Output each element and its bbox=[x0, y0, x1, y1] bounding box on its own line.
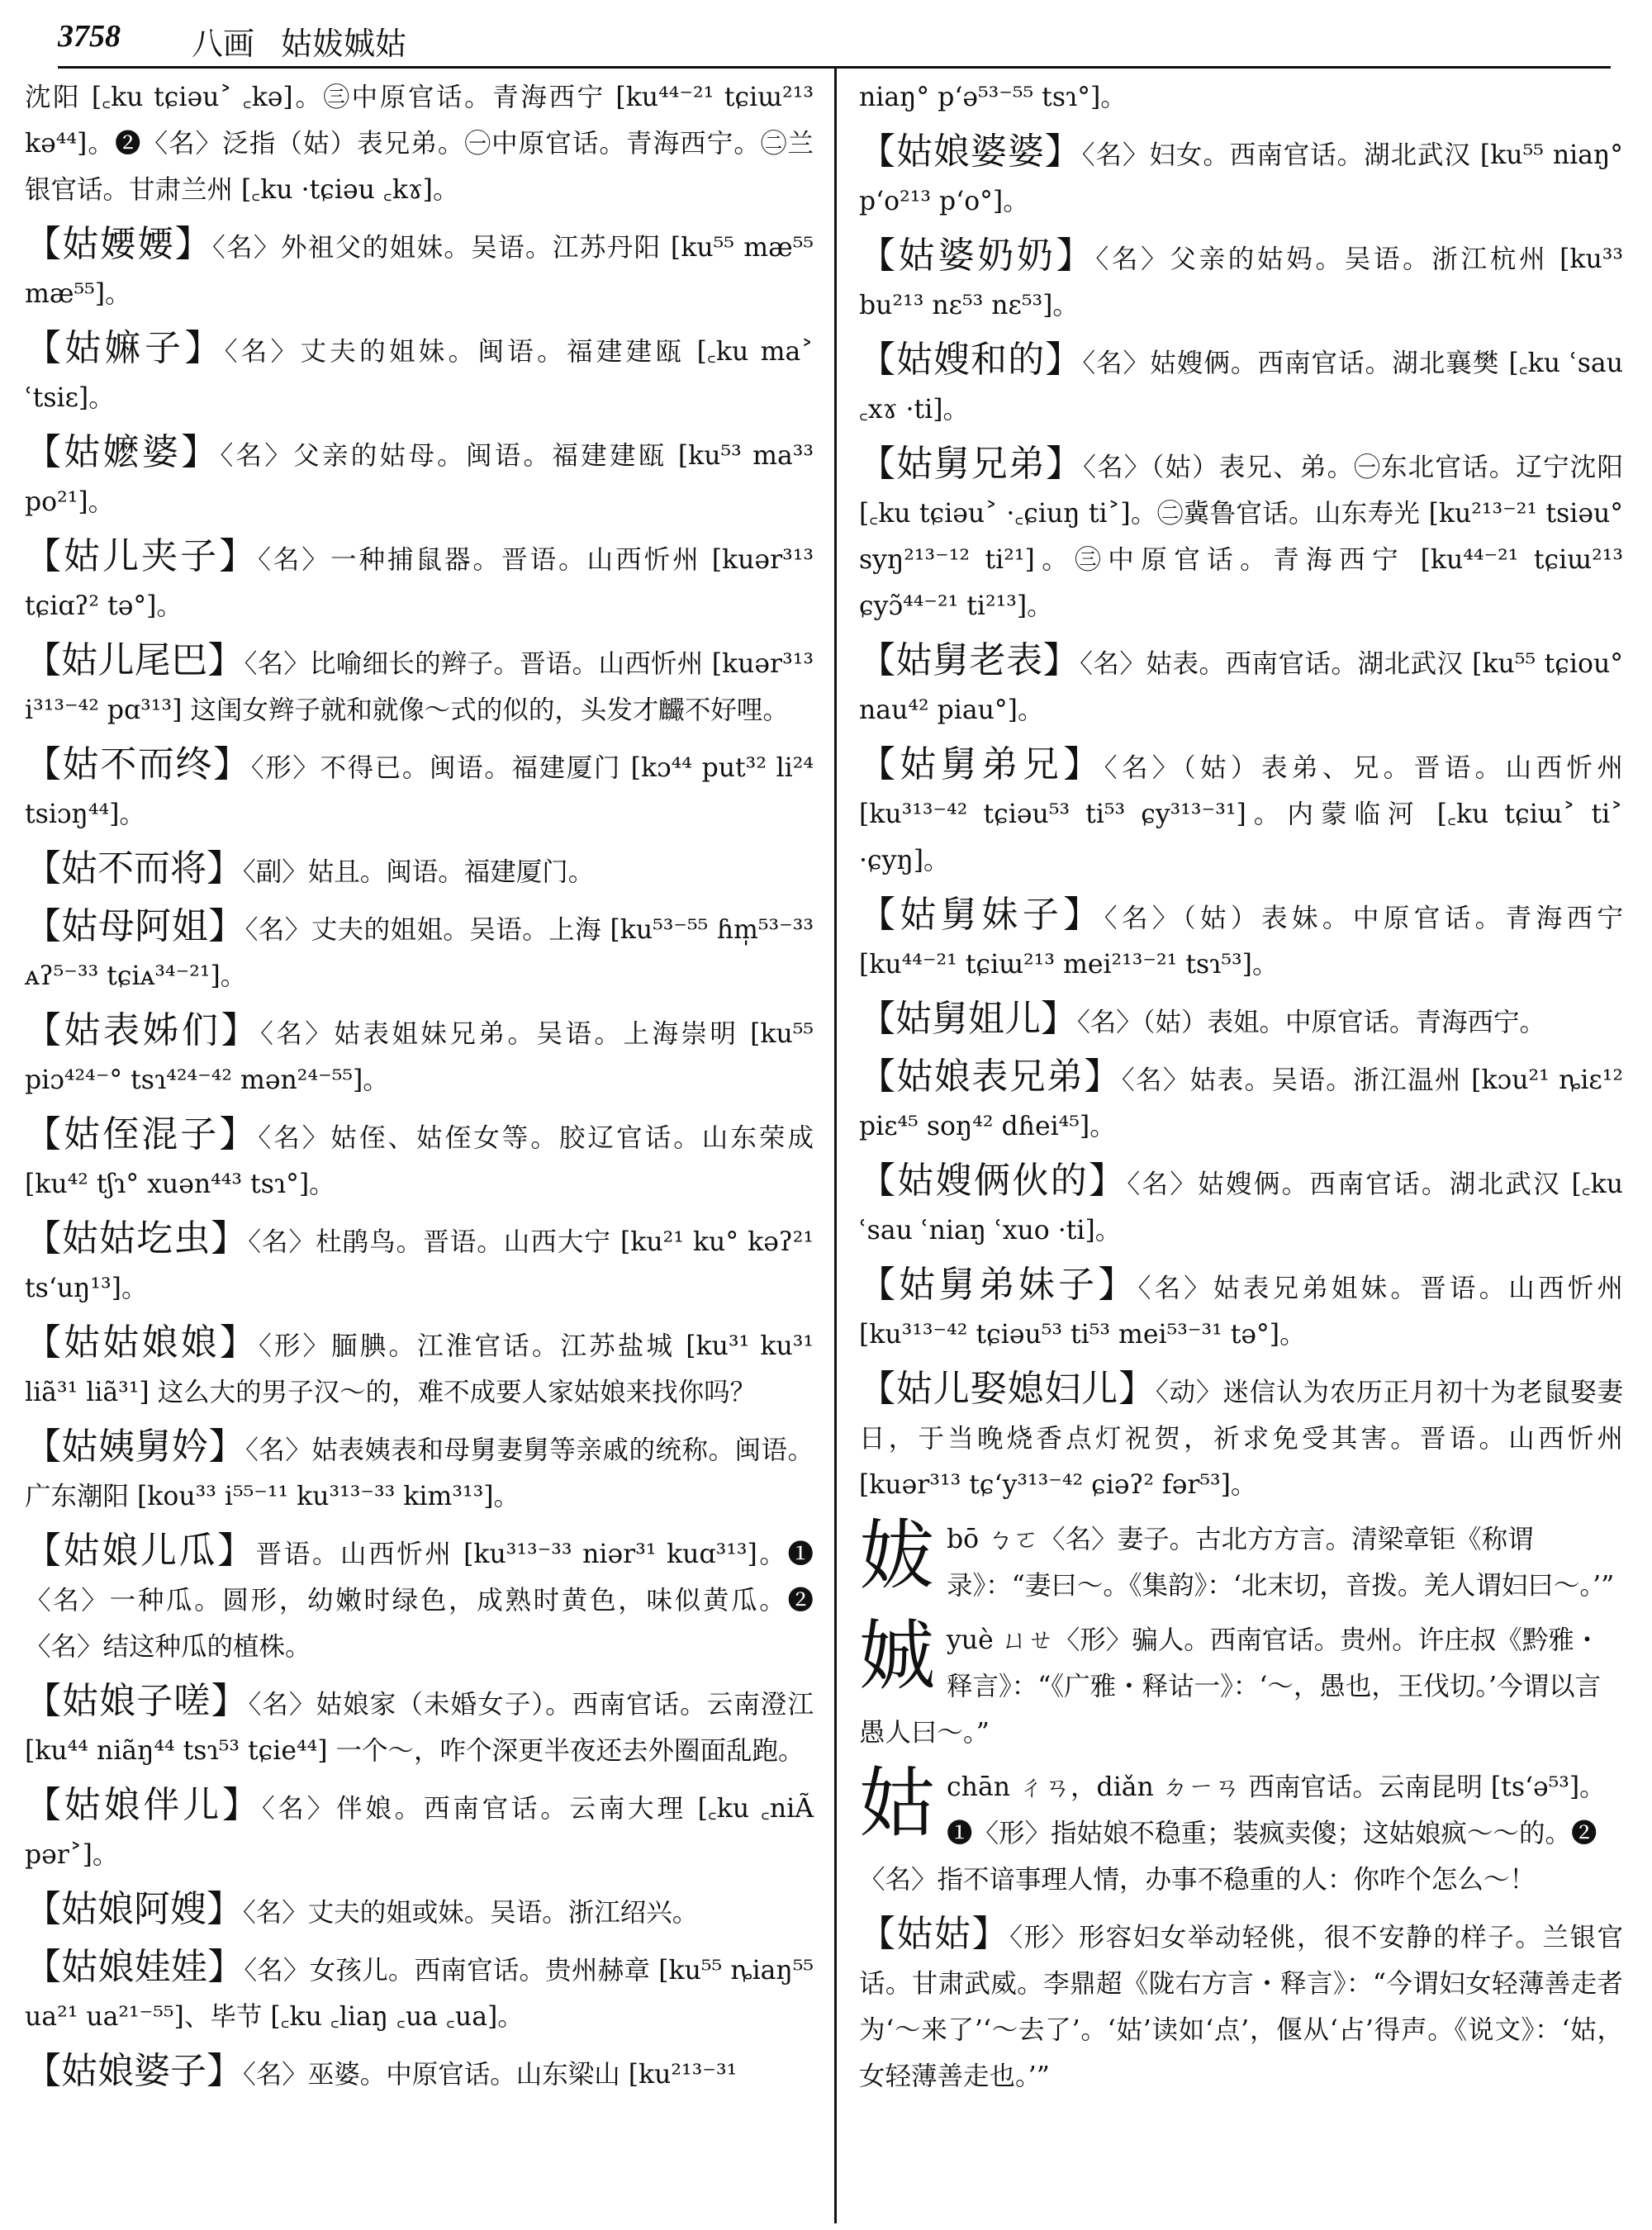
dictionary-entry bbox=[859, 233, 1623, 329]
dictionary-entry bbox=[25, 1216, 814, 1312]
character-entry bbox=[859, 1511, 1623, 1609]
character-entry bbox=[859, 1759, 1623, 1903]
entry-body: 〈名〉姑表姨表和母舅妻舅等亲戚的统称。闽语。广东潮阳 [kou³³ i⁵⁵⁻¹¹ ku³¹³⁻³³ kim³¹³]。 bbox=[25, 1435, 814, 1511]
entry-body: 〈名〉（姑）表妹。中原官话。青海西宁 [ku⁴⁴⁻²¹ tɕiɯ²¹³ mei²¹³⁻²¹ tsɿ⁵³]。 bbox=[859, 904, 1624, 980]
character-body: yuè ㄩㄝ〈形〉骗人。西南官话。贵州。许庄叔《黔雅・释言》：“《广雅・释诂一》：‘～，愚也，王伐切。’今谓以言愚人曰～。” bbox=[859, 1625, 1602, 1748]
entry-body: 〈名〉丈夫的姐或妹。吴语。浙江绍兴。 bbox=[243, 1898, 699, 1928]
entry-body: 晋语。山西忻州 [ku³¹³⁻³³ niər³¹ kuɑ³¹³]。❶〈名〉一种瓜。圆形，幼嫩时绿色，成熟时黄色，味似黄瓜。❷〈名〉结这种瓜的植株。 bbox=[25, 1540, 814, 1662]
entry-headword: 【姑嫲子】 bbox=[25, 327, 225, 369]
entry-body: 〈形〉不得已。闽语。福建厦门 [kɔ⁴⁴ put³² li²⁴ tsiɔŋ⁴⁴]。 bbox=[25, 753, 814, 829]
dictionary-entry bbox=[859, 1366, 1623, 1508]
entry-body: 〈名〉伴娘。西南官话。云南大理 [꜀ku ꜀niÃ pər˃]。 bbox=[25, 1794, 814, 1870]
entry-body: 〈名〉姑表姐妹兄弟。吴语。上海崇明 [ku⁵⁵ piɔ⁴²⁴⁻° tsɿ⁴²⁴⁻⁴² mən²⁴⁻⁵⁵]。 bbox=[25, 1019, 814, 1095]
entry-headword: 【姑娘伴儿】 bbox=[25, 1784, 262, 1826]
entry-headword: 【姑儿夹子】 bbox=[25, 535, 259, 577]
character-entry bbox=[859, 1612, 1623, 1756]
dictionary-entry bbox=[859, 1911, 1623, 2100]
page-header bbox=[58, 18, 1611, 66]
entry-headword: 【姑不而将】 bbox=[25, 847, 243, 890]
entry-headword: 【姑舅弟妹子】 bbox=[859, 1264, 1138, 1306]
dictionary-entry bbox=[859, 74, 1623, 121]
entry-headword: 【姑表姊们】 bbox=[25, 1009, 261, 1051]
entry-body: 〈名〉父亲的姑妈。吴语。浙江杭州 [ku³³ bu²¹³ nɛ⁵³ nɛ⁵³]。 bbox=[859, 244, 1624, 320]
entry-body: 〈名〉姑侄、姑侄女等。胶辽官话。山东荣成 [ku⁴² tʃɿ° xuən⁴⁴³ tsɿ°]。 bbox=[25, 1123, 814, 1199]
dictionary-entry bbox=[859, 337, 1623, 433]
entry-headword: 【姑姑圪虫】 bbox=[25, 1217, 249, 1260]
dictionary-entry bbox=[25, 742, 814, 837]
entry-headword: 【姑儿尾巴】 bbox=[25, 639, 244, 681]
entry-headword: 【姑嫂和的】 bbox=[859, 339, 1083, 381]
dictionary-entry bbox=[25, 638, 814, 733]
entry-body: 〈名〉杜鹃鸟。晋语。山西大宁 [ku²¹ ku° kəʔ²¹ tsʻuŋ¹³]。 bbox=[25, 1227, 814, 1303]
dictionary-entry bbox=[25, 325, 814, 421]
dictionary-entry bbox=[859, 129, 1623, 225]
dictionary-entry bbox=[859, 638, 1623, 733]
dictionary-entry bbox=[25, 1782, 814, 1878]
dictionary-entry bbox=[25, 1320, 814, 1416]
dictionary-entry bbox=[25, 534, 814, 629]
entry-headword: 【姑娘表兄弟】 bbox=[859, 1056, 1122, 1098]
entry-headword: 【姑嬷婆】 bbox=[25, 431, 221, 473]
entry-body: 〈名〉妇女。西南官话。湖北武汉 [ku⁵⁵ niaŋ° pʻo²¹³ pʻo°]。 bbox=[859, 140, 1623, 216]
dictionary-entry bbox=[25, 74, 814, 213]
section-label: 八画 bbox=[192, 26, 255, 62]
dictionary-entry bbox=[25, 1008, 814, 1103]
entry-headword: 【姑不而终】 bbox=[25, 743, 251, 785]
dictionary-entry bbox=[859, 1262, 1623, 1358]
dictionary-entry bbox=[859, 1158, 1623, 1254]
entry-body: 〈形〉形容妇女举动轻佻，很不安静的样子。兰银官话。甘肃武威。李鼎超《陇右方言・释言》：“今谓妇女轻薄善走者为‘～来了’‘～去了’。‘姑’读如‘点’，偃从‘占’得声。《说文》：‘姑，女轻薄善走也。’” bbox=[859, 1923, 1624, 2091]
entry-headword: 【姑姑】 bbox=[859, 1913, 1010, 1955]
page-number: 3758 bbox=[58, 19, 121, 54]
entry-body: 〈名〉丈夫的姐姐。吴语。上海 [ku⁵³⁻⁵⁵ ɦm̩⁵³⁻³³ ᴀʔ⁵⁻³³ tɕiᴀ³⁴⁻²¹]。 bbox=[25, 915, 814, 991]
dictionary-entry bbox=[859, 742, 1623, 884]
entry-body: 〈副〉姑且。闽语。福建厦门。 bbox=[243, 857, 595, 887]
entry-body: 〈名〉（姑）表弟、兄。晋语。山西忻州 [ku³¹³⁻⁴² tɕiəu⁵³ ti⁵³ ɕy³¹³⁻³¹]。内蒙临河 [꜀ku tɕiɯ˃ ti˃ ·ɕyŋ]。 bbox=[859, 753, 1624, 875]
entry-body: 〈名〉比喻细长的辫子。晋语。山西忻州 [kuər³¹³ i³¹³⁻⁴² pɑ³¹³] 这闺女辫子就和就像～式的似的，头发才麣不好哩。 bbox=[25, 649, 814, 725]
entry-body: 〈名〉父亲的姑母。闽语。福建建瓯 [ku⁵³ ma³³ po²¹]。 bbox=[25, 441, 814, 517]
entry-headword: 【姑娘婆婆】 bbox=[859, 130, 1082, 173]
dictionary-entry bbox=[25, 1944, 814, 2040]
head-character: 娍 bbox=[859, 1612, 936, 1701]
column-divider bbox=[834, 68, 837, 2223]
entry-body: 〈名〉外祖父的姐妹。吴语。江苏丹阳 [ku⁵⁵ mæ⁵⁵ mæ⁵⁵]。 bbox=[25, 233, 814, 309]
entry-headword: 【姑娘娃娃】 bbox=[25, 1946, 244, 1988]
dictionary-entry bbox=[25, 221, 814, 317]
entry-body: 〈名〉女孩儿。西南官话。贵州赫章 [ku⁵⁵ ȵiaŋ⁵⁵ ua²¹ ua²¹⁻⁵⁵]、毕节 [꜀ku ꜀liaŋ ꜀ua ꜀ua]。 bbox=[25, 1956, 814, 2032]
entry-body: 〈动〉迷信认为农历正月初十为老鼠娶妻日，于当晚烧香点灯祝贺，祈求免受其害。晋语。山西忻州 [kuər³¹³ tɕʻy³¹³⁻⁴² ɕiəʔ² fər⁵³]。 bbox=[859, 1378, 1624, 1500]
left-column bbox=[25, 74, 814, 2106]
entry-headword: 【姑舅妹子】 bbox=[859, 894, 1104, 936]
header-characters: 姑妭娍姑 bbox=[281, 26, 407, 62]
right-column bbox=[859, 74, 1623, 2108]
entry-headword: 【姑嫂俩伙的】 bbox=[859, 1160, 1127, 1202]
entry-body: 〈名〉姑嫂俩。西南官话。湖北襄樊 [꜀ku ʿsau ꜀xɤ ·ti]。 bbox=[859, 349, 1623, 425]
head-character: 妭 bbox=[859, 1511, 936, 1600]
entry-headword: 【姑舅兄弟】 bbox=[859, 443, 1084, 485]
entry-headword: 【姑婹婹】 bbox=[25, 223, 212, 265]
dictionary-entry bbox=[25, 904, 814, 999]
entry-body: 〈名〉姑表。西南官话。湖北武汉 [ku⁵⁵ tɕiou° nau⁴² piau°]。 bbox=[859, 649, 1624, 725]
dictionary-entry bbox=[25, 429, 814, 525]
dictionary-entry bbox=[25, 1528, 814, 1670]
dictionary-entry bbox=[859, 996, 1623, 1046]
entry-body: 〈形〉腼腆。江淮官话。江苏盐城 [ku³¹ ku³¹ liã³¹ liã³¹] 这么大的男子汉～的，难不成要人家姑娘来找你吗？ bbox=[25, 1331, 814, 1407]
entry-headword: 【姑舅弟兄】 bbox=[859, 743, 1104, 785]
entry-headword: 【姑娘子嗟】 bbox=[25, 1680, 249, 1722]
dictionary-entry bbox=[859, 1054, 1623, 1150]
entry-headword: 【姑娘儿瓜】 bbox=[25, 1530, 256, 1572]
dictionary-entry bbox=[25, 1424, 814, 1520]
entry-body: 〈名〉一种捕鼠器。晋语。山西忻州 [kuər³¹³ tɕiɑʔ² tə°]。 bbox=[25, 545, 814, 621]
character-body: chān ㄔㄢ，diǎn ㄉㄧㄢ 西南官话。云南昆明 [tsʻə⁵³]。❶〈形〉指姑娘不稳重；装疯卖傻；这姑娘疯～～的。❷〈名〉指不谙事理人情，办事不稳重的人：你咋个怎么～！ bbox=[859, 1772, 1606, 1895]
dictionary-entry bbox=[859, 441, 1623, 629]
entry-body: 〈名〉姑表。吴语。浙江温州 [kɔu²¹ ȵiɛ¹² piɛ⁴⁵ soŋ⁴² dɦei⁴⁵]。 bbox=[859, 1065, 1624, 1141]
entry-headword: 【姑姨舅妗】 bbox=[25, 1426, 246, 1468]
entry-body: 〈名〉姑表兄弟姐妹。晋语。山西忻州 [ku³¹³⁻⁴² tɕiəu⁵³ ti⁵³ mei⁵³⁻³¹ tə°]。 bbox=[859, 1274, 1623, 1350]
dictionary-entry bbox=[25, 2048, 814, 2098]
entry-headword: 【姑侄混子】 bbox=[25, 1113, 259, 1155]
entry-headword: 【姑舅老表】 bbox=[859, 639, 1080, 681]
head-character: 姑 bbox=[859, 1759, 936, 1848]
entry-headword: 【姑婆奶奶】 bbox=[859, 235, 1096, 277]
dictionary-entry bbox=[859, 892, 1623, 988]
entry-body: 〈名〉（姑）表兄、弟。㊀东北官话。辽宁沈阳 [꜀ku tɕiəu˃ ·꜀ɕiuŋ ti˃]。㊁冀鲁官话。山东寿光 [ku²¹³⁻²¹ tsiəu° syŋ²¹³⁻¹² ti²¹]。㊂中原官话。青海西宁 [ku⁴⁴⁻²¹ tɕiɯ²¹³ ɕyɔ̃⁴⁴⁻²¹ ti²¹³]。 bbox=[859, 453, 1623, 621]
entry-headword: 【姑舅姐儿】 bbox=[859, 998, 1077, 1040]
entry-body: 〈名〉丈夫的姐妹。闽语。福建建瓯 [꜀ku ma˃ ʿtsiɛ]。 bbox=[25, 337, 814, 413]
entry-body: niaŋ° pʻə⁵³⁻⁵⁵ tsɿ°]。 bbox=[859, 83, 1127, 112]
entry-headword: 【姑姑娘娘】 bbox=[25, 1321, 259, 1364]
entry-headword: 【姑娘婆子】 bbox=[25, 2050, 243, 2092]
entry-body: 沈阳 [꜀ku tɕiəu˃ ꜀kə]。㊂中原官话。青海西宁 [ku⁴⁴⁻²¹ tɕiɯ²¹³ kə⁴⁴]。❷〈名〉泛指（姑）表兄弟。㊀中原官话。青海西宁。㊁兰银官话。甘肃兰州 [꜀ku ·tɕiəu ꜀kɤ]。 bbox=[25, 83, 814, 205]
entry-headword: 【姑母阿姐】 bbox=[25, 905, 245, 947]
entry-body: 〈名〉（姑）表姐。中原官话。青海西宁。 bbox=[1077, 1008, 1546, 1037]
dictionary-entry bbox=[25, 1112, 814, 1208]
dictionary-entry bbox=[25, 846, 814, 895]
dictionary-entry bbox=[25, 1886, 814, 1936]
entry-headword: 【姑儿娶媳妇儿】 bbox=[859, 1368, 1156, 1410]
entry-body: 〈名〉巫婆。中原官话。山东梁山 [ku²¹³⁻³¹ bbox=[243, 2060, 738, 2090]
entry-body: 〈名〉姑娘家（未婚女子）。西南官话。云南澄江 [ku⁴⁴ niãŋ⁴⁴ tsɿ⁵³ tɕie⁴⁴] 一个～，咋个深更半夜还去外圈面乱跑。 bbox=[25, 1690, 814, 1766]
entry-headword: 【姑娘阿嫂】 bbox=[25, 1888, 243, 1930]
character-body: bō ㄅㄛ〈名〉妻子。古北方方言。清梁章钜《称谓录》：“妻曰～。《集韵》：‘北末切，音拨。羌人谓妇曰～。’” bbox=[947, 1525, 1615, 1601]
dictionary-entry bbox=[25, 1678, 814, 1774]
entry-body: 〈名〉姑嫂俩。西南官话。湖北武汉 [꜀ku ʿsau ʿniaŋ ʿxuo ·ti]。 bbox=[859, 1170, 1624, 1245]
